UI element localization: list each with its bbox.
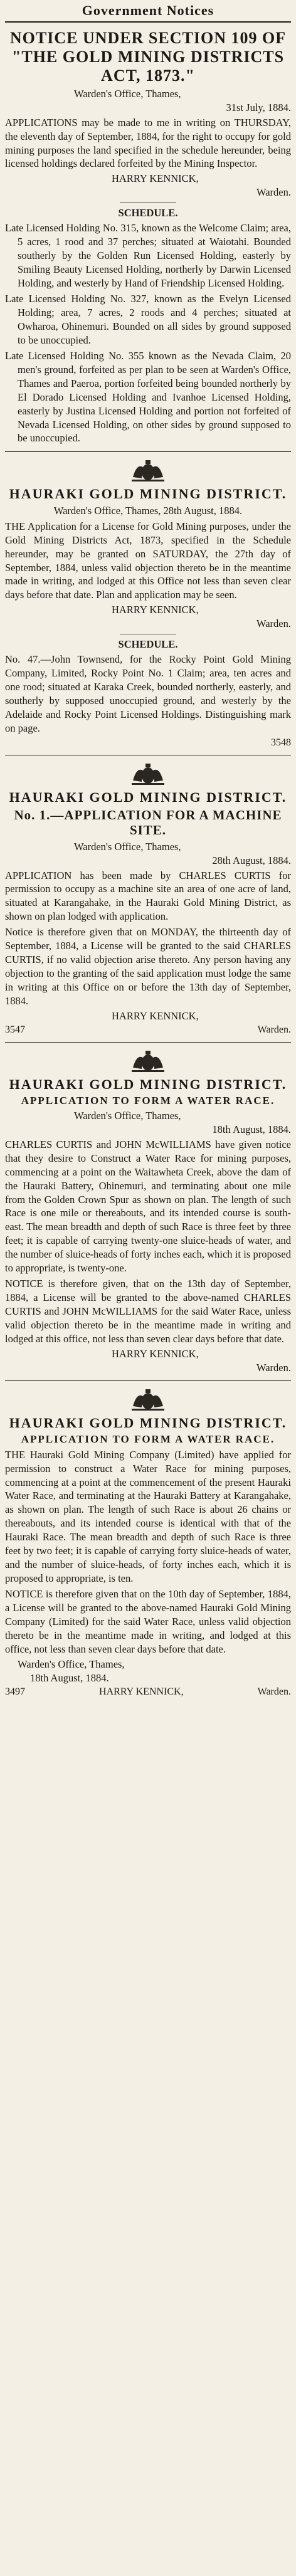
notice-body: CHARLES CURTIS and JOHN McWILLIAMS have given notice that they desire to Construct a Water Race for mining purposes, commencing at a point on the Waitawheta Creek, above the dam of the Hauraki Battery, Ohinemuri, and terminating about one mile from the Golden Crown Spur as shown on plan. The length of such Race is one mile or thereabouts, and its intended course is south-east. The mean breadth and depth of such Race is three feet by three feet; it is capable of carrying twenty-one sluice-heads of water, and the number of sluice-heads of forty inches each, which it is proposed to appropriate, is twenty-one. xyxy=(5,1138,291,1275)
notice-gold-license xyxy=(5,458,291,749)
signer-title: Warden. xyxy=(256,1361,291,1374)
notice-title: NOTICE UNDER SECTION 109 OF "THE GOLD MINING DISTRICTS ACT, 1873." xyxy=(9,29,287,85)
notice-water-race-curtis xyxy=(5,1049,291,1374)
coat-of-arms-icon xyxy=(128,1387,168,1412)
masthead: Government Notices xyxy=(5,3,291,23)
schedule-heading: SCHEDULE. xyxy=(118,207,178,219)
reference-number: 3497 xyxy=(5,1686,25,1697)
notice-title: APPLICATION TO FORM A WATER RACE. xyxy=(21,1433,275,1446)
notice-body: NOTICE is therefore given, that on the 13th day of September, 1884, a License will be granted to the above-named CHARLES CURTIS and JOHN McWILLIAMS for the said Water Race, unless valid objection thereto be in the meantime made in writing and lodged at this office, not less than seven clear days before that date. xyxy=(5,1278,291,1345)
office-line: Warden's Office, Thames, xyxy=(74,1109,181,1122)
section-rule xyxy=(5,1380,291,1381)
schedule-item: Late Licensed Holding No. 327, known as the Evelyn Licensed Holding; area, 7 acres, 2 roods and 4 perches; situated at Owharoa, Ohinemuri. Bounded on all sides by ground supposed to be unoccupied. xyxy=(5,293,291,346)
schedule-item: No. 47.—John Townsend, for the Rocky Point Gold Mining Company, Limited, Rocky Point No. 1 Claim; area, ten acres and one rood; situated at Karaka Creek, bounded northerly, easterly, and southerly by supposed unoccupied ground, and westerly by the Adelaide and Rocky Point Licensed Holdings. Distinguishing mark on page. xyxy=(5,653,291,735)
coat-of-arms-icon xyxy=(128,1049,168,1074)
office-line: Warden's Office, Thames, xyxy=(74,87,181,100)
district-heading: HAURAKI GOLD MINING DISTRICT. xyxy=(9,1076,287,1092)
office-line: Warden's Office, Thames, xyxy=(18,1658,125,1670)
coat-of-arms-icon xyxy=(128,458,168,483)
date-line: 31st July, 1884. xyxy=(226,101,291,113)
schedule-item: Late Licensed Holding No. 355 known as the Nevada Claim, 20 men's ground, forfeited as per plan to be seen at Warden's Office, Thames and Paeroa, portion forfeited being bounded northerly by El Dorado Licensed Holding and Ivanhoe Licensed Holding, easterly by Justina Licensed Holding and portion not forfeited of Nevada Licensed Holding, on other sides by ground supposed to be unoccupied. xyxy=(5,349,291,444)
notice-body: THE Application for a License for Gold Mining purposes, under the Gold Mining Districts Act, 1873, specified in the Schedule hereunder, may be granted on SATURDAY, the 27th day of September, 1884, unless valid objection thereto be in the meantime made in writing, and lodged at this Office not less than seven clear days before that date. Plan and application may be seen. xyxy=(5,520,291,601)
signer: HARRY KENNICK, xyxy=(112,604,199,616)
district-heading: HAURAKI GOLD MINING DISTRICT. xyxy=(9,1414,287,1431)
date-line: 18th August, 1884. xyxy=(212,1123,291,1135)
signature-row xyxy=(5,1686,291,1698)
date-line: 28th August, 1884. xyxy=(212,854,291,866)
notice-body: APPLICATION has been made by CHARLES CURTIS for permission to occupy as a machine site an area of one acre of land, situated at Karangahake, in the Hauraki Gold Mining District, as shown on plan lodged with application. xyxy=(5,869,291,923)
notice-body: NOTICE is therefore given that on the 10th day of September, 1884, a License will be granted to the above-named Hauraki Gold Mining Company (Limited) for the said Water Race, unless valid objection thereto be in the meantime made in writing, and lodged at this office, not less than seven clear days before that date. xyxy=(5,1588,291,1655)
section-rule xyxy=(5,451,291,452)
signer-title: Warden. xyxy=(257,1024,291,1035)
notice-body: THE Hauraki Gold Mining Company (Limited) have applied for permission to construct a Water Race for mining purposes, commencing at a point at the commencement of the present Hauraki Water Race, and terminating at the Hauraki Battery at Karangahake, as shown on plan. The length of such Race is about 26 chains or thereabouts, and its intended course is identical with that of the Hauraki Race. The mean breadth and depth of such Race is three feet by two feet; it is capable of carrying forty sluice-heads of water, and the number of sluice-heads, of forty inches each, which it is proposed to appropriate, is ten. xyxy=(5,1448,291,1585)
signer: HARRY KENNICK, xyxy=(112,1009,199,1022)
notice-title: No. 1.—APPLICATION FOR A MACHINE SITE. xyxy=(14,807,282,838)
signer: HARRY KENNICK, xyxy=(112,172,199,185)
coat-of-arms-icon xyxy=(128,762,168,787)
notice-body: Notice is therefore given that on MONDAY, the thirteenth day of September, 1884, a License will be granted to the said CHARLES CURTIS, if no valid objection arise thereto. Any person having any objection to the granting of the said application must lodge the same in writing at this Office on or before the 13th day of September, 1884. xyxy=(5,926,291,1007)
office-date: Warden's Office, Thames, 28th August, 1884. xyxy=(53,504,243,517)
reference-number: 3548 xyxy=(271,737,291,748)
office-line: Warden's Office, Thames, xyxy=(74,840,181,853)
signer: HARRY KENNICK, xyxy=(99,1686,184,1697)
notice-machine-site xyxy=(5,762,291,1036)
signature-row xyxy=(5,1024,291,1036)
schedule-item: Late Licensed Holding No. 315, known as the Welcome Claim; area, 5 acres, 1 rood and 37 perches; situated at Waiotahi. Bounded southerly by the Golden Run Licensed Holding, easterly by Smiling Beauty Licensed Holding, northerly by Darwin Licensed Holding, and westerly by Hand of Friendship Licensed Holding. xyxy=(5,222,291,290)
schedule-heading: SCHEDULE. xyxy=(118,638,178,651)
district-heading: HAURAKI GOLD MINING DISTRICT. xyxy=(9,486,287,502)
reference-number: 3547 xyxy=(5,1024,25,1035)
notice-title: APPLICATION TO FORM A WATER RACE. xyxy=(21,1095,275,1107)
divider xyxy=(120,202,176,203)
notice-section-109 xyxy=(5,29,291,445)
signer-title: Warden. xyxy=(256,618,291,630)
notice-body: APPLICATIONS may be made to me in writing on THURSDAY, the eleventh day of September, 1884, for the right to occupy for gold mining purposes the land specified in the schedule hereunder, being licensed holdings declared forfeited by the Mining Inspector. xyxy=(5,116,291,170)
district-heading: HAURAKI GOLD MINING DISTRICT. xyxy=(9,789,287,805)
notice-water-race-hauraki xyxy=(5,1387,291,1698)
date-line: 18th August, 1884. xyxy=(30,1671,109,1684)
section-rule xyxy=(5,1042,291,1043)
signer-title: Warden. xyxy=(257,1686,291,1697)
gazette-page xyxy=(5,0,291,1698)
signer: HARRY KENNICK, xyxy=(112,1347,199,1360)
signer-title: Warden. xyxy=(256,186,291,199)
